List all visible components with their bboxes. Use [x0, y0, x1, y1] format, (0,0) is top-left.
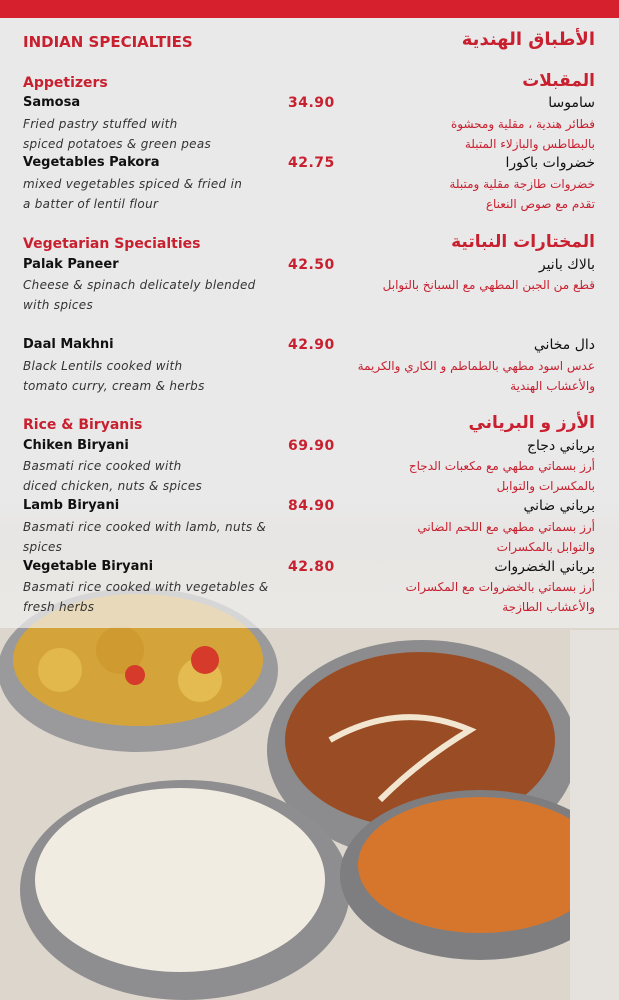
- dish-desc: diced chicken, nuts & spices: [23, 479, 203, 493]
- dish-name: Vegetable Biryani: [23, 559, 154, 574]
- top-red-bar: [0, 0, 619, 18]
- dish-desc: Black Lentils cooked with: [23, 359, 183, 373]
- dish-desc: mixed vegetables spiced & fried in: [23, 177, 243, 191]
- dish-name-arabic: برياني دجاج: [527, 438, 595, 454]
- section-heading-arabic: المختارات النباتية: [451, 232, 595, 252]
- dish-desc: tomato curry, cream & herbs: [23, 379, 205, 393]
- dish-desc: fresh herbs: [23, 600, 95, 614]
- dish-name-arabic: برياني الخضروات: [494, 559, 595, 575]
- dish-desc-arabic: والتوابل بالمكسرات: [496, 540, 595, 554]
- dish-desc-arabic: بالمكسرات والتوابل: [496, 479, 595, 493]
- dish-name: Lamb Biryani: [23, 498, 120, 513]
- dish-desc-arabic: بالبطاطس والبازلاء المتبلة: [464, 137, 595, 151]
- dish-desc-arabic: تقدم مع صوص النعناع: [485, 197, 595, 211]
- dish-name-arabic: دال مخاني: [533, 337, 595, 353]
- dish-desc-arabic: والأعشاب الهندية: [510, 379, 595, 393]
- dish-desc: Basmati rice cooked with lamb, nuts &: [23, 520, 267, 534]
- dish-desc: Fried pastry stuffed with: [23, 117, 178, 131]
- dish-desc: a batter of lentil flour: [23, 197, 159, 211]
- dish-desc-arabic: قطع من الجبن المطهي مع السبانخ بالتوابل: [382, 278, 595, 292]
- dish-desc-arabic: فطائر هندية ، مقلية ومحشوة: [450, 117, 595, 131]
- dish-desc: with spices: [23, 298, 94, 312]
- dish-desc: Basmati rice cooked with: [23, 459, 182, 473]
- dish-price: 42.80: [288, 559, 335, 575]
- dish-desc-arabic: خضروات طازجة مقلية ومتبلة: [449, 177, 595, 191]
- dish-name-arabic: بالاك بانير: [538, 257, 595, 273]
- dish-price: 42.90: [288, 337, 335, 353]
- dish-name: Samosa: [23, 95, 81, 110]
- dish-name-arabic: ساموسا: [548, 95, 595, 111]
- dish-price: 84.90: [288, 498, 335, 514]
- dish-desc: Basmati rice cooked with vegetables &: [23, 580, 269, 594]
- dish-price: 42.75: [288, 155, 335, 171]
- section-heading-arabic: الأرز و البرياني: [468, 413, 595, 433]
- dish-name: Vegetables Pakora: [23, 155, 160, 170]
- dish-name: Palak Paneer: [23, 257, 119, 272]
- dish-desc-arabic: أرز بسماتي مطهي مع مكعبات الدجاج: [408, 459, 595, 473]
- page-title-arabic: الأطباق الهندية: [461, 29, 595, 50]
- dish-desc-arabic: أرز بسماتي مطهي مع اللحم الضاني: [417, 520, 595, 534]
- dish-price: 42.50: [288, 257, 335, 273]
- section-heading-arabic: المقبلات: [522, 71, 595, 91]
- dish-name-arabic: برياني ضاني: [523, 498, 595, 514]
- page-title: INDIAN SPECIALTIES: [23, 33, 193, 51]
- section-heading: Rice & Biryanis: [23, 417, 143, 433]
- dish-name-arabic: خضروات باكورا: [505, 155, 595, 171]
- dish-price: 34.90: [288, 95, 335, 111]
- dish-desc: Cheese & spinach delicately blended: [23, 278, 256, 292]
- dish-desc: spiced potatoes & green peas: [23, 137, 212, 151]
- section-heading: Appetizers: [23, 75, 108, 91]
- dish-desc-arabic: والأعشاب الطازجة: [502, 600, 595, 614]
- dish-name: Daal Makhni: [23, 337, 114, 352]
- dish-desc-arabic: أرز بسماتي بالخضروات مع المكسرات: [405, 580, 595, 594]
- section-heading: Vegetarian Specialties: [23, 236, 201, 252]
- dish-price: 69.90: [288, 438, 335, 454]
- dish-name: Chiken Biryani: [23, 438, 129, 453]
- dish-desc: spices: [23, 540, 63, 554]
- dish-desc-arabic: عدس اسود مطهي بالطماطم و الكاري والكريمة: [357, 359, 595, 373]
